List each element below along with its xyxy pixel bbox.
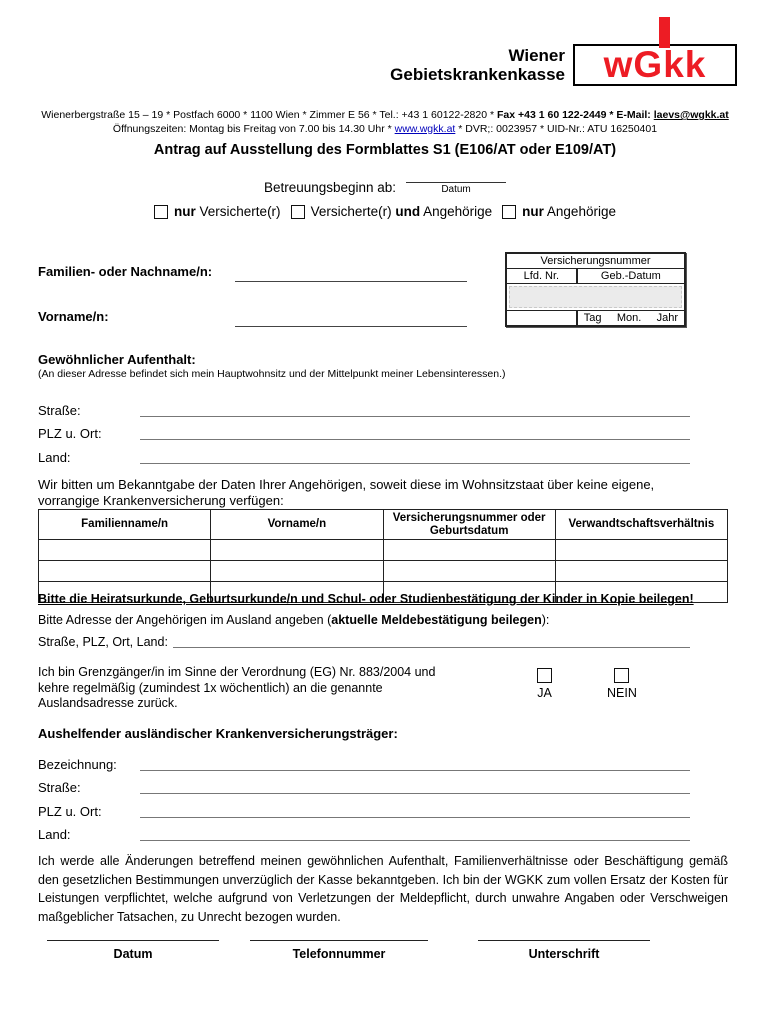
country-field[interactable] <box>140 463 690 464</box>
street-label: Straße: <box>38 402 81 418</box>
organization-name <box>390 46 565 86</box>
address-line2-post: * DVR;: 0023957 * UID-Nr.: ATU 16250401 <box>455 122 658 135</box>
serial-number-header: Lfd. Nr. <box>507 269 578 283</box>
insurer-street-row <box>38 776 690 800</box>
insurer-city-label: PLZ u. Ort: <box>38 803 102 819</box>
address-line2 <box>0 123 770 137</box>
table-cell[interactable] <box>383 561 555 582</box>
phone-signature-label: Telefonnummer <box>292 947 386 961</box>
option-nur-versicherte <box>154 204 281 219</box>
lastname-field[interactable] <box>235 266 467 282</box>
table-cell[interactable] <box>211 561 383 582</box>
residence-street-row <box>38 398 690 422</box>
residence-section <box>38 352 690 469</box>
table-cell[interactable] <box>211 540 383 561</box>
commuter-yes <box>537 668 552 700</box>
insurer-name-label: Bezeichnung: <box>38 756 117 772</box>
table-header-row <box>39 510 728 540</box>
checkbox-nein[interactable] <box>614 668 629 683</box>
care-start-section <box>0 167 770 195</box>
wgkk-logo-text: wGkk <box>603 43 707 85</box>
coverage-options <box>0 204 770 219</box>
signature-sign <box>478 940 650 961</box>
street-field[interactable] <box>140 416 690 417</box>
signature-section <box>38 940 727 980</box>
email-link[interactable]: laevs@wgkk.at <box>653 109 729 121</box>
declaration-text: Ich werde alle Änderungen betreffend meinen gewöhnlichen Aufenthalt, Familienverhältnisse oder Beschäftigung gemäß den gesetzlichen Bestimmungen unverzüglich der Kasse bekanntgeben. Ich bin der WGKK zum vollen Ersatz der Kosten für Leistungen verpflichtet, welche aufgrund von Verletzungen der Meldepflicht, durch unwahre Angaben oder Verschweigen maßgeblicher Tatsachen, zu Unrecht bezogen wurden. <box>38 854 728 924</box>
col-verwandtschaft: Verwandtschaftsverhältnis <box>555 510 727 540</box>
residence-heading: Gewöhnlicher Aufenthalt: <box>38 352 196 367</box>
lastname-label: Familien- oder Nachname/n: <box>38 264 213 279</box>
option-label: Versicherte(r) und Angehörige <box>310 204 493 219</box>
date-signature-field[interactable] <box>47 940 219 941</box>
col-vorname: Vorname/n <box>211 510 383 540</box>
website-link[interactable]: www.wgkk.at <box>394 122 456 135</box>
checkbox-nur-angehoerige[interactable] <box>502 205 516 219</box>
commuter-statement: Ich bin Grenzgänger/in im Sinne der Verordnung (EG) Nr. 883/2004 und kehre regelmäßig (zumindest 1x wöchentlich) an die genannte Auslandsadresse zurück. <box>38 665 436 710</box>
checkbox-ja[interactable] <box>537 668 552 683</box>
table-row <box>39 540 728 561</box>
insurer-street-field[interactable] <box>140 793 690 794</box>
date-caption: Datum <box>441 184 471 195</box>
signature-label: Unterschrift <box>528 947 600 961</box>
care-start-label: Betreuungsbeginn ab: <box>263 180 397 195</box>
wgkk-logo <box>573 44 737 86</box>
care-start-date-field[interactable] <box>406 167 506 183</box>
col-versicherungsnummer: Versicherungsnummer oder Geburtsdatum <box>383 510 555 540</box>
org-name-line2: Gebietskrankenkasse <box>390 65 565 84</box>
abroad-address-label: Straße, PLZ, Ort, Land: <box>38 635 168 649</box>
month-label: Mon. <box>616 312 642 324</box>
signature-date <box>47 940 219 961</box>
dependents-intro: Wir bitten um Bekanntgabe der Daten Ihrer Angehörigen, soweit diese im Wohnsitzstaat über keine eigene, vorrangige Krankenversicherung verfügen: <box>38 477 655 508</box>
insurer-street-label: Straße: <box>38 780 81 795</box>
ja-label: JA <box>537 686 552 700</box>
address-line1-text: Wienerbergstraße 15 – 19 * Postfach 6000 * 1100 Wien * Zimmer E 56 * Tel.: +43 1 60122-2820 * <box>41 109 497 121</box>
residence-city-row <box>38 422 690 446</box>
table-cell[interactable] <box>39 561 211 582</box>
insurance-number-field[interactable] <box>509 286 682 308</box>
insurer-city-row <box>38 799 690 823</box>
phone-signature-field[interactable] <box>250 940 428 941</box>
signature-field[interactable] <box>478 940 650 941</box>
date-signature-label: Datum <box>113 947 153 961</box>
header-address <box>0 109 770 136</box>
abroad-address-note: Bitte Adresse der Angehörigen im Ausland angeben (aktuelle Meldebestätigung beilegen): <box>38 613 550 627</box>
firstname-label: Vorname/n: <box>38 309 109 324</box>
table-cell[interactable] <box>39 540 211 561</box>
day-label: Tag <box>583 312 602 324</box>
header-brand <box>390 44 737 86</box>
insurer-name-row <box>38 752 690 776</box>
option-versicherte-und-angehoerige <box>291 204 493 219</box>
residence-note: (An dieser Adresse befindet sich mein Hauptwohnsitz und der Mittelpunkt meiner Lebensinteressen.) <box>38 368 506 380</box>
insurance-number-title: Versicherungsnummer <box>507 254 684 269</box>
address-line1 <box>0 109 770 123</box>
insurer-country-label: Land: <box>38 827 71 842</box>
address-line1-fax: Fax +43 1 60 122-2449 * E-Mail: <box>497 109 654 121</box>
table-cell[interactable] <box>555 561 727 582</box>
commuter-no <box>607 668 637 700</box>
org-name-line1: Wiener <box>508 46 565 65</box>
form-title: Antrag auf Ausstellung des Formblattes S1 (E106/AT oder E109/AT) <box>153 142 617 158</box>
country-label: Land: <box>38 449 71 465</box>
option-label: nur Versicherte(r) <box>174 204 281 219</box>
birthdate-header: Geb.-Datum <box>600 270 661 282</box>
option-label: nur Angehörige <box>522 204 616 219</box>
abroad-address-field[interactable] <box>173 647 690 648</box>
foreign-insurer-section <box>38 752 690 846</box>
table-cell[interactable] <box>383 540 555 561</box>
birthdate-units <box>578 311 684 325</box>
insurer-country-row <box>38 823 690 847</box>
year-label: Jahr <box>656 312 678 324</box>
insurer-country-field[interactable] <box>140 840 690 841</box>
zip-city-field[interactable] <box>140 439 690 440</box>
serial-number-cell[interactable] <box>507 311 578 325</box>
col-familienname: Familienname/n <box>39 510 211 540</box>
table-cell[interactable] <box>555 540 727 561</box>
zip-city-label: PLZ u. Ort: <box>38 426 102 441</box>
address-line2-text: Öffnungszeiten: Montag bis Freitag von 7.00 bis 14.30 Uhr * <box>112 122 395 135</box>
checkbox-nur-versicherte[interactable] <box>154 205 168 219</box>
option-nur-angehoerige <box>502 204 616 219</box>
foreign-insurer-heading: Aushelfender ausländischer Krankenversicherungsträger: <box>38 726 398 741</box>
signature-phone <box>250 940 428 961</box>
insurance-number-box <box>505 252 686 327</box>
table-row <box>39 561 728 582</box>
nein-label: NEIN <box>607 686 637 700</box>
dependents-table <box>38 509 728 603</box>
insurer-name-field[interactable] <box>140 770 690 771</box>
insurer-city-field[interactable] <box>140 817 690 818</box>
firstname-field[interactable] <box>235 311 467 327</box>
checkbox-versicherte-und-angehoerige[interactable] <box>291 205 305 219</box>
documents-copy-note: Bitte die Heiratsurkunde, Geburtsurkunde/n und Schul- oder Studienbestätigung der Kinder in Kopie beilegen! <box>38 592 694 606</box>
residence-country-row <box>38 445 690 469</box>
abroad-address-row <box>38 631 690 651</box>
